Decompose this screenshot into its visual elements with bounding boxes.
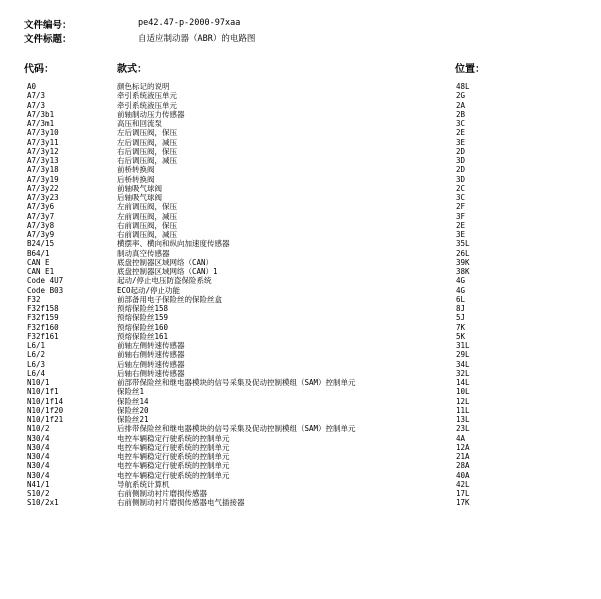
component-position: 21A xyxy=(456,452,470,461)
component-position: 3D xyxy=(456,156,466,165)
component-description: 预熔保险丝158 xyxy=(117,304,169,313)
component-position: 26L xyxy=(456,248,470,258)
column-header-pos: 位置： xyxy=(455,64,485,75)
component-position: 7K xyxy=(456,322,466,332)
component-description: 电控车辆稳定行驶系统的控制单元 xyxy=(117,452,230,461)
component-position: 4G xyxy=(456,276,466,286)
table-row xyxy=(0,443,601,452)
table-row xyxy=(0,239,601,248)
component-position: 17K xyxy=(456,498,470,508)
component-position: 10L xyxy=(456,387,470,397)
component-description: 前轴制动压力传感器 xyxy=(117,109,185,119)
component-code: N10/1f14 xyxy=(27,396,64,406)
component-description: ECO起动/停止功能 xyxy=(117,285,181,295)
table-row xyxy=(0,202,601,211)
component-code: B64/1 xyxy=(27,248,50,258)
table-row xyxy=(0,480,601,489)
component-code: F32f160 xyxy=(27,322,59,332)
table-row xyxy=(0,165,601,174)
table-row xyxy=(0,350,601,359)
component-description: 电控车辆稳定行驶系统的控制单元 xyxy=(117,461,230,471)
table-row xyxy=(0,82,601,91)
component-description: 右前调压阀，减压 xyxy=(117,230,177,239)
doc-number-value: pe42.47-p-2000-97xaa xyxy=(138,18,241,28)
component-position: 2G xyxy=(456,91,466,101)
component-code: N10/2 xyxy=(27,424,50,434)
component-description: 前轴吸气球阀 xyxy=(117,183,162,193)
component-code: B24/15 xyxy=(27,239,55,249)
component-position: 35L xyxy=(456,239,470,249)
component-position: 2C xyxy=(456,183,466,193)
component-position: 3D xyxy=(456,174,466,184)
component-description: 保险丝21 xyxy=(117,415,149,424)
table-row xyxy=(0,276,601,285)
component-description: 后轴左侧转速传感器 xyxy=(117,359,185,369)
component-description: 底盘控制器区域网络（CAN）1 xyxy=(117,267,218,276)
component-description: 右前调压阀，保压 xyxy=(117,220,177,230)
component-code: A7/3y13 xyxy=(27,156,59,165)
table-row xyxy=(0,341,601,350)
table-row xyxy=(0,212,601,221)
table-row xyxy=(0,119,601,128)
component-code: A7/3y11 xyxy=(27,137,59,147)
component-description: 左前调压阀，保压 xyxy=(117,202,177,212)
component-position: 13L xyxy=(456,415,470,424)
component-code: L6/2 xyxy=(27,350,46,360)
component-position: 6L xyxy=(456,294,466,304)
component-code: N10/1 xyxy=(27,378,50,387)
component-description: 右前侧制动衬片磨损传感器电气插接器 xyxy=(117,498,245,508)
component-code: A0 xyxy=(27,82,37,91)
component-code: A7/3y10 xyxy=(27,128,59,138)
component-position: 29L xyxy=(456,350,470,360)
component-description: 牵引系统液压单元 xyxy=(117,100,177,110)
component-code: N30/4 xyxy=(27,470,50,480)
component-code: L6/4 xyxy=(27,368,46,378)
component-code: A7/3y19 xyxy=(27,174,59,184)
component-position: 12L xyxy=(456,396,470,406)
table-row xyxy=(0,101,601,110)
component-description: 左后调压阀，保压 xyxy=(117,128,177,138)
component-position: 38K xyxy=(456,267,470,276)
component-description: 颜色标记的说明 xyxy=(117,82,170,91)
table-row xyxy=(0,323,601,332)
table-row xyxy=(0,304,601,313)
component-code: F32f159 xyxy=(27,313,59,323)
table-row xyxy=(0,249,601,258)
component-code: A7/3y6 xyxy=(27,202,55,212)
component-position: 32L xyxy=(456,368,470,378)
component-code: N30/4 xyxy=(27,442,50,452)
component-position: 11L xyxy=(456,405,470,415)
table-row xyxy=(0,156,601,165)
component-description: 导航系统计算机 xyxy=(117,479,170,489)
component-description: 后桥转换阀 xyxy=(117,174,155,184)
component-position: 42L xyxy=(456,479,470,489)
component-position: 3E xyxy=(456,137,466,147)
table-row xyxy=(0,452,601,461)
component-code: S10/2 xyxy=(27,489,50,498)
table-row xyxy=(0,489,601,498)
component-description: 预熔保险丝159 xyxy=(117,313,169,323)
component-position: 2D xyxy=(456,165,466,175)
table-row xyxy=(0,128,601,137)
doc-number-label: 文件编号： xyxy=(24,20,72,31)
component-description: 前部备用电子保险丝的保险丝盒 xyxy=(117,294,222,304)
column-header-desc: 款式： xyxy=(117,64,147,75)
component-code: F32f161 xyxy=(27,331,59,341)
component-list xyxy=(0,82,601,508)
component-code: A7/3 xyxy=(27,100,46,110)
table-row xyxy=(0,498,601,507)
component-position: 2A xyxy=(456,100,466,110)
component-description: 牵引系统液压单元 xyxy=(117,91,177,101)
component-position: 2B xyxy=(456,109,466,119)
component-description: 横摆率、横向和纵向加速度传感器 xyxy=(117,239,230,249)
component-description: 底盘控制器区域网络（CAN） xyxy=(117,257,214,267)
component-position: 3E xyxy=(456,230,466,239)
table-row xyxy=(0,175,601,184)
component-code: N30/4 xyxy=(27,452,50,461)
table-row xyxy=(0,184,601,193)
component-code: Code B03 xyxy=(27,285,64,295)
component-code: L6/3 xyxy=(27,359,46,369)
table-row xyxy=(0,221,601,230)
component-position: 4G xyxy=(456,285,466,295)
component-code: S10/2x1 xyxy=(27,498,59,508)
component-description: 后排带保险丝和继电器模块的信号采集及促动控制模组（SAM）控制单元 xyxy=(117,424,356,434)
component-position: 3F xyxy=(456,211,466,221)
component-code: A7/3y23 xyxy=(27,193,59,202)
component-description: 保险丝20 xyxy=(117,405,149,415)
component-code: L6/1 xyxy=(27,341,46,350)
component-position: 31L xyxy=(456,341,470,350)
table-row xyxy=(0,332,601,341)
table-row xyxy=(0,313,601,322)
component-code: CAN E1 xyxy=(27,267,55,276)
component-code: N10/1f21 xyxy=(27,415,64,424)
component-position: 3C xyxy=(456,119,466,128)
component-description: 预熔保险丝160 xyxy=(117,322,169,332)
component-description: 右前侧制动衬片磨损传感器 xyxy=(117,489,207,498)
component-description: 左前调压阀，减压 xyxy=(117,211,177,221)
table-row xyxy=(0,91,601,100)
component-code: A7/3y7 xyxy=(27,211,55,221)
component-code: A7/3y12 xyxy=(27,146,59,156)
table-row xyxy=(0,461,601,470)
component-position: 40A xyxy=(456,470,470,480)
component-position: 28A xyxy=(456,461,470,471)
doc-title-value: 自适应制动器（ABR）的电路图 xyxy=(138,34,256,44)
component-position: 2E xyxy=(456,220,466,230)
component-position: 5J xyxy=(456,313,466,323)
component-position: 5K xyxy=(456,331,466,341)
component-description: 左后调压阀，减压 xyxy=(117,137,177,147)
table-row xyxy=(0,397,601,406)
component-description: 右后调压阀，保压 xyxy=(117,146,177,156)
component-description: 保险丝14 xyxy=(117,396,149,406)
component-description: 后轴吸气球阀 xyxy=(117,193,162,202)
component-position: 12A xyxy=(456,442,470,452)
component-position: 23L xyxy=(456,424,470,434)
table-row xyxy=(0,193,601,202)
column-header-code: 代码： xyxy=(24,64,54,75)
table-row xyxy=(0,378,601,387)
component-code: A7/3y8 xyxy=(27,220,55,230)
component-code: N30/4 xyxy=(27,433,50,443)
component-description: 前桥转换阀 xyxy=(117,165,155,175)
component-description: 右后调压阀，减压 xyxy=(117,156,177,165)
component-description: 后轴右侧转速传感器 xyxy=(117,368,185,378)
component-description: 电控车辆稳定行驶系统的控制单元 xyxy=(117,433,230,443)
component-description: 电控车辆稳定行驶系统的控制单元 xyxy=(117,470,230,480)
component-code: A7/3y22 xyxy=(27,183,59,193)
component-description: 前轴右侧转速传感器 xyxy=(117,350,185,360)
component-description: 电控车辆稳定行驶系统的控制单元 xyxy=(117,442,230,452)
component-code: F32 xyxy=(27,294,41,304)
table-row xyxy=(0,406,601,415)
table-row xyxy=(0,415,601,424)
component-description: 前轴左侧转速传感器 xyxy=(117,341,185,350)
table-row xyxy=(0,267,601,276)
component-code: A7/3y18 xyxy=(27,165,59,175)
table-row xyxy=(0,434,601,443)
component-code: Code 4U7 xyxy=(27,276,64,286)
table-row xyxy=(0,424,601,433)
component-code: A7/3m1 xyxy=(27,119,55,128)
component-description: 保险丝1 xyxy=(117,387,145,397)
component-position: 4A xyxy=(456,433,466,443)
component-description: 预熔保险丝161 xyxy=(117,331,169,341)
component-position: 34L xyxy=(456,359,470,369)
component-code: A7/3y9 xyxy=(27,230,55,239)
table-row xyxy=(0,471,601,480)
table-row xyxy=(0,286,601,295)
table-row xyxy=(0,258,601,267)
table-row xyxy=(0,295,601,304)
table-row xyxy=(0,369,601,378)
component-position: 2F xyxy=(456,202,466,212)
component-code: N41/1 xyxy=(27,479,50,489)
table-row xyxy=(0,360,601,369)
component-description: 前部带保险丝和继电器模块的信号采集及促动控制模组（SAM）控制单元 xyxy=(117,378,356,387)
component-code: A7/3b1 xyxy=(27,109,55,119)
component-code: CAN E xyxy=(27,257,50,267)
component-code: N10/1f20 xyxy=(27,405,64,415)
component-position: 3C xyxy=(456,193,466,202)
table-row xyxy=(0,138,601,147)
component-position: 2D xyxy=(456,146,466,156)
component-position: 17L xyxy=(456,489,470,498)
table-row xyxy=(0,147,601,156)
component-position: 14L xyxy=(456,378,470,387)
component-description: 制动真空传感器 xyxy=(117,248,170,258)
table-row xyxy=(0,110,601,119)
table-row xyxy=(0,230,601,239)
component-code: N30/4 xyxy=(27,461,50,471)
component-position: 8J xyxy=(456,304,466,313)
component-position: 39K xyxy=(456,257,470,267)
component-code: F32f158 xyxy=(27,304,59,313)
component-description: 起动/停止电压防盗保险系统 xyxy=(117,276,212,286)
component-position: 2E xyxy=(456,128,466,138)
table-row xyxy=(0,387,601,396)
doc-title-label: 文件标题： xyxy=(24,34,72,45)
component-code: A7/3 xyxy=(27,91,46,101)
component-position: 48L xyxy=(456,82,470,91)
component-description: 高压和回流泵 xyxy=(117,119,162,128)
component-code: N10/1f1 xyxy=(27,387,59,397)
